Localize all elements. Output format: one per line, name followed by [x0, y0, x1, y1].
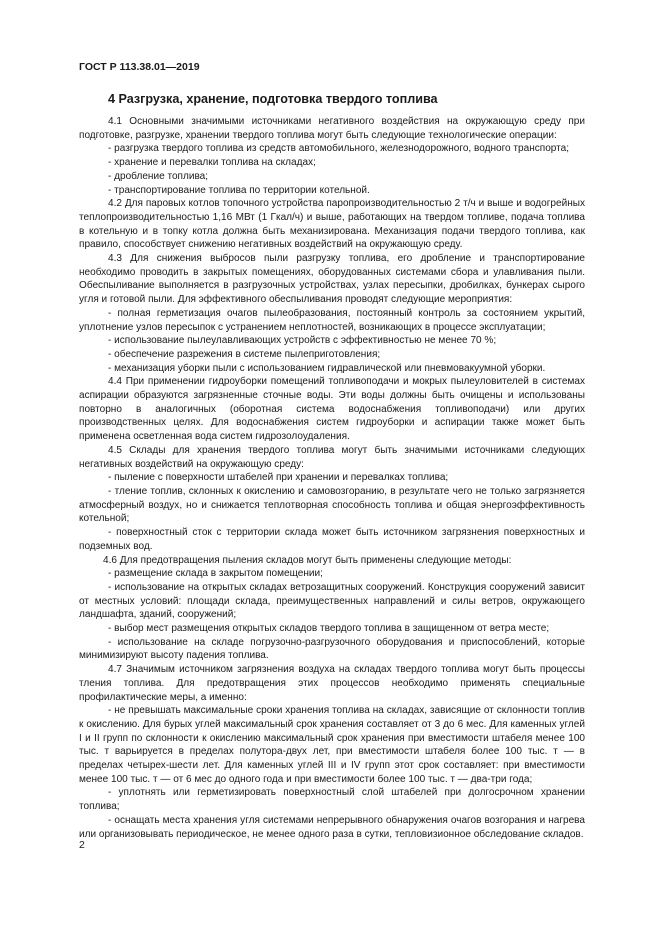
list-item: - дробление топлива;: [108, 170, 209, 182]
list-item: - размещение склада в закрытом помещении;: [108, 568, 323, 580]
list-item: - использование пылеулавливающих устройств с эффективностью не менее 70 %;: [108, 335, 497, 347]
paragraph-4-7: 4.7 Значимым источником загрязнения воздуха на складах твердого топлива могут быть процессы тления топлива. Для предотвращения этих процессов необходимо применять специальные профилактические меры, а именно:: [79, 664, 585, 703]
list-item: - оснащать места хранения угля системами непрерывного обнаружения очагов возгорания и нагрева или организовывать периодическое, не менее одного раза в сутки, тепловизионное обследование складов.: [79, 814, 585, 840]
list-item: - поверхностный сток с территории склада может быть источником загрязнения поверхностных и подземных вод.: [79, 527, 585, 552]
list-item: - не превышать максимальные сроки хранения топлива на складах, зависящие от склонности топлив к окислению. Для бурых углей максимальный срок хранения составляет от 3 до 6 мес. Для каменных углей I и II групп по склонности к окислению максимальный срок хранения при вместимости штабеля менее 100 тыс. т варьируется в пределах полутора-двух лет, при вместимости штабеля более 100 тыс. т — в пределах четырех-шести лет. Для каменных углей III и IV групп этот срок составляет: при вместимости менее 100 тыс. т — от 6 мес до одного года и при вместимости более 100 тыс. т — два-три года;: [79, 705, 585, 785]
document-header: ГОСТ Р 113.38.01—2019: [79, 61, 200, 73]
paragraph-4-1: 4.1 Основными значимыми источниками негативного воздействия на окружающую среду при подготовке, разгрузке, хранении твердого топлива могут быть следующие технологические операции:: [79, 116, 585, 141]
list-item: - использование на открытых складах ветрозащитных сооружений. Конструкция сооружений зависит от местных условий: площади склада, преимущественных направлений и силы ветров, окружающего ландшафта, зданий, сооружений;: [79, 581, 585, 621]
list-item: - тление топлив, склонных к окислению и самовозгоранию, в результате чего не только загрязняется атмосферный воздух, но и снижается теплотворная способность топлива и общая энергоэффективность котельной;: [79, 485, 585, 525]
list-item: - выбор мест размещения открытых складов твердого топлива в защищенном от ветра месте;: [108, 623, 550, 635]
list-item: - обеспечение разрежения в системе пылеприготовления;: [108, 348, 381, 360]
paragraph-4-4: 4.4 При применении гидроуборки помещений топливоподачи и мокрых пылеуловителей в системах аспирации образуются загрязненные сточные воды. Эти воды должны быть очищены и использованы повторно в аналогичных (оборотная система водоснабжения топливоподачи) или других производственных целях. Для водоснабжения систем гидроуборки и аспирации также может быть применена осветленная вода систем гидрозолоудаления.: [79, 376, 585, 443]
list-item: - транспортирование топлива по территории котельной.: [108, 184, 370, 196]
list-item: - уплотнять или герметизировать поверхностный слой штабелей при долгосрочном хранении топлива;: [79, 787, 585, 813]
list-item: - хранение и перевалки топлива на складах;: [108, 157, 316, 169]
list-item: - использование на складе погрузочно-разгрузочного оборудования и приспособлений, которые минимизируют высоту падения топлива.: [79, 636, 585, 662]
paragraph-4-6: 4.6 Для предотвращения пыления складов могут быть применены следующие методы:: [103, 554, 512, 566]
list-item: - механизация уборки пыли с использованием гидравлической или пневмовакуумной уборки.: [108, 362, 546, 374]
paragraph-4-2: 4.2 Для паровых котлов топочного устройства паропроизводительностью 2 т/ч и выше и водогрейных теплопроизводительностью 1,16 МВт (1 Гкал/ч) и выше, работающих на твердом топливе, подача топлива в котельную и в топку котла должна быть механизирована. Механизация подачи твердого топлива, как правило, способствует снижению негативных воздействий на окружающую среду.: [79, 198, 585, 251]
list-item: - полная герметизация очагов пылеобразования, постоянный контроль за состоянием укрытий, уплотнение узлов пересыпок с устранением неплотностей, возникающих в процессе эксплуатации;: [79, 307, 585, 333]
page-number: 2: [79, 839, 85, 851]
paragraph-4-5: 4.5 Склады для хранения твердого топлива могут быть значимыми источниками следующих негативных воздействий на окружающую среду:: [79, 444, 585, 470]
paragraph-4-3: 4.3 Для снижения выбросов пыли разгрузку топлива, его дробление и транспортирование необходимо проводить в закрытых помещениях, оборудованных системами сбора и улавливания пыли. Обеспыливание выполняется в разгрузочных устройствах, узлах пересыпки, дробилках, бункерах сырого угля и готовой пыли. Для эффективного обеспыливания проводят следующие мероприятия:: [79, 253, 585, 306]
section-body: [79, 115, 585, 841]
list-item: - пыление с поверхности штабелей при хранении и перевалках топлива;: [108, 472, 449, 484]
section-title: 4 Разгрузка, хранение, подготовка твердого топлива: [108, 92, 438, 106]
list-item: - разгрузка твердого топлива из средств автомобильного, железнодорожного, водного транспорта;: [108, 143, 570, 155]
